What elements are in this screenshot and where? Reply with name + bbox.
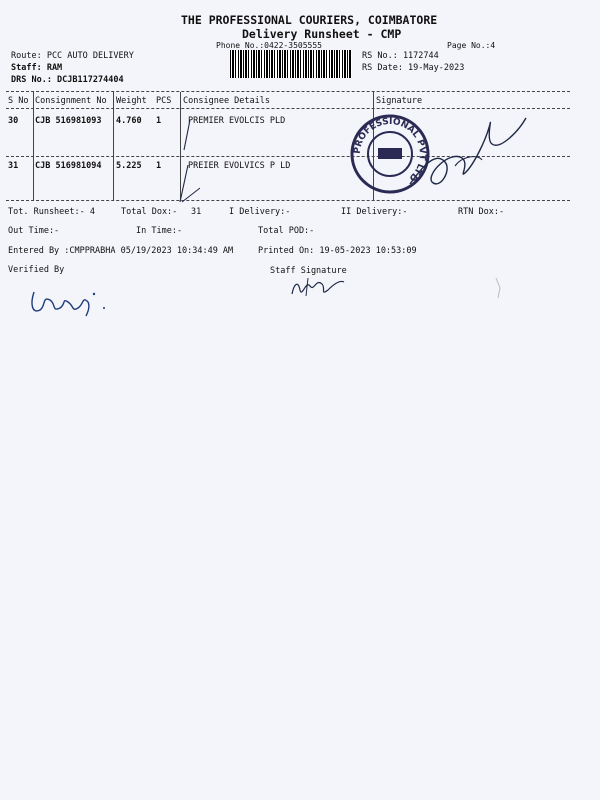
total-runsheet: Tot. Runsheet:- 4: [8, 207, 95, 217]
verifier-signature: [28, 282, 118, 318]
stamp-text: PROFESSIONAL PVT LTD: [352, 116, 428, 183]
col-header-consignment: Consignment No: [35, 96, 107, 106]
total-dox-label: Total Dox:-: [121, 207, 178, 217]
barcode: [230, 50, 352, 78]
verified-by-label: Verified By: [8, 265, 65, 275]
table-top-rule: [6, 91, 570, 92]
row-pcs: 1: [156, 161, 162, 171]
entered-by: Entered By :CMPPRABHA 05/19/2023 10:34:49 AM: [8, 246, 234, 256]
in-time-label: In Time:-: [136, 226, 183, 236]
handwritten-tick-marks: [170, 110, 200, 210]
col-header-sno: S No: [8, 96, 29, 106]
ii-delivery-label: II Delivery:-: [341, 207, 408, 217]
rs-date: RS Date: 19-May-2023: [362, 63, 465, 73]
out-time-label: Out Time:-: [8, 226, 60, 236]
route-label: Route: PCC AUTO DELIVERY: [11, 51, 134, 61]
staff-signature-label: Staff Signature: [270, 266, 347, 276]
col-divider: [113, 92, 114, 200]
staff-signature-scribble: [288, 272, 348, 302]
rs-number: RS No.: 1172744: [362, 51, 439, 61]
scan-speck: [480, 270, 520, 310]
phone-number: Phone No.:0422-3505555: [216, 41, 322, 50]
row-sno: 31: [8, 161, 19, 171]
row-pcs: 1: [156, 116, 162, 126]
table-header-rule: [6, 108, 570, 109]
printed-on: Printed On: 19-05-2023 10:53:09: [258, 246, 417, 256]
row-sno: 30: [8, 116, 19, 126]
page-number: Page No.:4: [447, 41, 496, 50]
rtn-dox-label: RTN Dox:-: [458, 207, 505, 217]
company-title: THE PROFESSIONAL COURIERS, COIMBATORE: [181, 13, 438, 27]
document-subtitle: Delivery Runsheet - CMP: [242, 27, 402, 41]
row-weight: 4.760: [116, 116, 142, 126]
col-header-consignee: Consignee Details: [183, 96, 270, 106]
col-header-weight: Weight: [116, 96, 147, 106]
drs-number: DRS No.: DCJB117274404: [11, 75, 124, 85]
row-consignment: CJB 516981093: [35, 116, 102, 126]
row-consignment: CJB 516981094: [35, 161, 102, 171]
col-header-pcs: PCS: [156, 96, 172, 106]
staff-label: Staff: RAM: [11, 63, 63, 73]
table-bottom-rule: [6, 200, 570, 201]
row-weight: 5.225: [116, 161, 142, 171]
row-consignee: PREMIER EVOLCIS PLD: [188, 116, 286, 126]
col-header-signature: Signature: [376, 96, 423, 106]
total-dox-value: 31: [191, 207, 202, 217]
i-delivery-label: I Delivery:-: [229, 207, 291, 217]
total-pod-label: Total POD:-: [258, 226, 315, 236]
signature-scribble: [400, 110, 530, 198]
col-divider: [33, 92, 34, 200]
row-consignee: PREIER EVOLVICS P LD: [188, 161, 291, 171]
